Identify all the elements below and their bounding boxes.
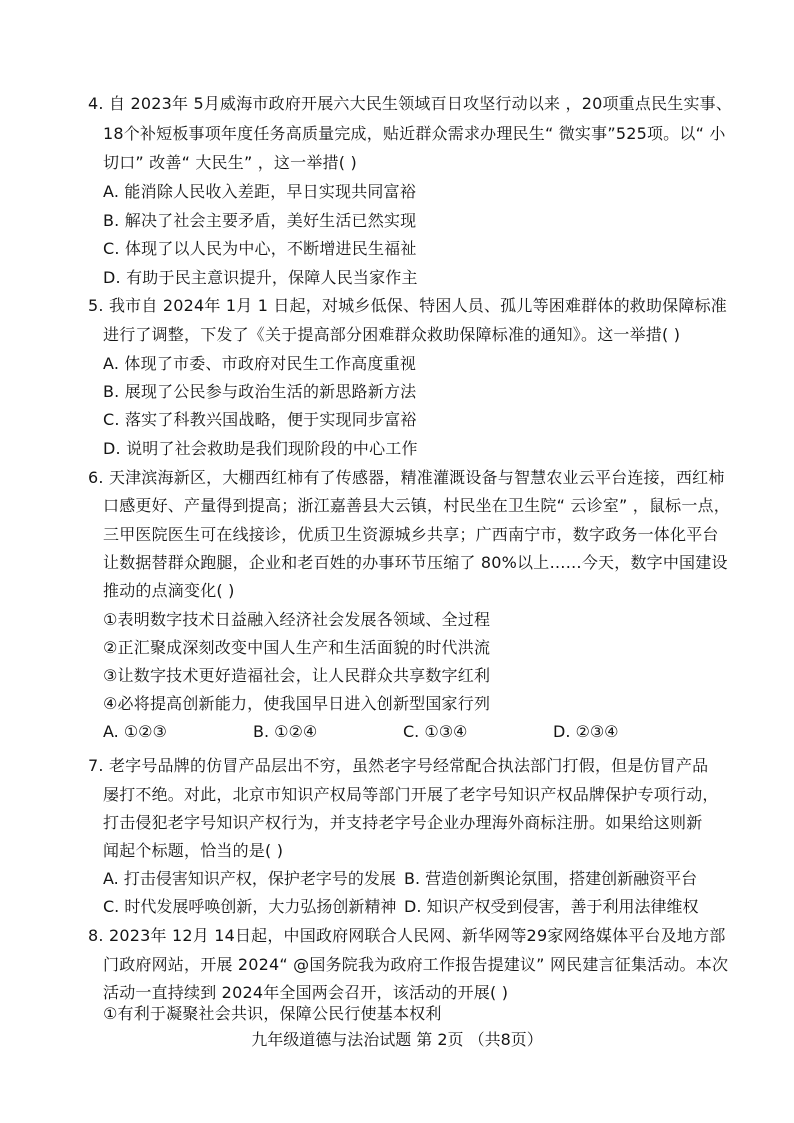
q4-stem-line-3: 切口” 改善“ 大民生” ，这一举措( ) (103, 153, 357, 172)
q6-option-b: B. ①②④ (253, 722, 318, 741)
q6-stem-line-1: 6. 天津滨海新区，大棚西红柿有了传感器，精准灌溉设备与智慧农业云平台连接，西红柿 (88, 468, 725, 487)
q7-stem-line-2: 屡打不绝。对此，北京市知识产权局等部门开展了老字号知识产权品牌保护专项行动， (103, 785, 719, 804)
q8-stem-line-2: 门政府网站，开展 2024“ @国务院我为政府工作报告提建议” 网民建言征集活动。本次 (103, 955, 729, 974)
q4-option-b: B. 解决了社会主要矛盾，美好生活已然实现 (103, 211, 417, 230)
q7-option-a: A. 打击侵害知识产权，保护老字号的发展 (103, 869, 396, 888)
q4-stem-line-2: 18个补短板事项年度任务高质量完成，贴近群众需求办理民生“ 微实事”525项。以“ 小 (103, 124, 726, 143)
q4-option-d: D. 有助于民主意识提升，保障人民当家作主 (103, 268, 418, 287)
q5-stem-line-1: 5. 我市自 2024年 1月 1 日起，对城乡低保、特困人员、孤儿等困难群体的救助保障标准 (88, 296, 727, 315)
q6-statement-1: ①表明数字技术日益融入经济社会发展各领域、全过程 (103, 610, 491, 629)
q6-statement-2: ②正汇聚成深刻改变中国人生产和生活面貌的时代洪流 (103, 638, 491, 657)
q7-stem-line-4: 闻起个标题，恰当的是( ) (103, 841, 284, 860)
page-footer: 九年级道德与法治试题 第 2页 （共8页） (251, 1030, 543, 1049)
q5-option-d: D. 说明了社会救助是我们现阶段的中心工作 (103, 439, 418, 458)
q7-option-d: D. 知识产权受到侵害，善于利用法律维权 (404, 897, 699, 916)
q4-option-c: C. 体现了以人民为中心，不断增进民生福祉 (103, 239, 417, 258)
q7-option-b: B. 营造创新舆论氛围，搭建创新融资平台 (404, 869, 698, 888)
q6-option-d: D. ②③④ (553, 722, 619, 741)
q6-statement-4: ④必将提高创新能力，使我国早日进入创新型国家行列 (103, 694, 491, 713)
q6-stem-line-4: 让数据替群众跑腿，企业和老百姓的办事环节压缩了 80%以上……今天，数字中国建设 (103, 553, 728, 572)
q7-stem-line-3: 打击侵犯老字号知识产权行为，并支持老字号企业办理海外商标注册。如果给这则新 (103, 813, 703, 832)
q4-option-a: A. 能消除人民收入差距，早日实现共同富裕 (103, 182, 417, 201)
q6-statement-3: ③让数字技术更好造福社会，让人民群众共享数字红利 (103, 666, 491, 685)
q6-option-c: C. ①③④ (403, 722, 468, 741)
q6-option-a: A. ①②③ (103, 722, 167, 741)
q5-stem-line-2: 进行了调整，下发了《关于提高部分困难群众救助保障标准的通知》。这一举措( ) (103, 325, 681, 344)
q7-stem-line-1: 7. 老字号品牌的仿冒产品层出不穷，虽然老字号经常配合执法部门打假，但是仿冒产品 (88, 756, 709, 775)
q8-statement-1: ①有利于凝聚社会共识，保障公民行使基本权利 (103, 1004, 442, 1023)
q5-option-a: A. 体现了市委、市政府对民生工作高度重视 (103, 354, 417, 373)
q6-stem-line-2: 口感更好、产量得到提高；浙江嘉善县大云镇，村民坐在卫生院“ 云诊室” ，鼠标一点， (103, 496, 730, 515)
q8-stem-line-1: 8. 2023年 12月 14日起，中国政府网联合人民网、新华网等29家网络媒体平台及地方部 (88, 926, 726, 945)
q5-option-b: B. 展现了公民参与政治生活的新思路新方法 (103, 382, 417, 401)
q4-stem-line-1: 4. 自 2023年 5月威海市政府开展六大民生领域百日攻坚行动以来 ，20项重点民生实事、 (88, 94, 733, 113)
q6-stem-line-5: 推动的点滴变化( ) (103, 581, 235, 600)
q5-option-c: C. 落实了科教兴国战略，便于实现同步富裕 (103, 410, 417, 429)
q8-stem-line-3: 活动一直持续到 2024年全国两会召开，该活动的开展( ) (103, 983, 509, 1002)
q6-stem-line-3: 三甲医院医生可在线接诊，优质卫生资源城乡共享；广西南宁市，数字政务一体化平台 (103, 525, 719, 544)
q7-option-c: C. 时代发展呼唤创新，大力弘扬创新精神 (103, 897, 397, 916)
